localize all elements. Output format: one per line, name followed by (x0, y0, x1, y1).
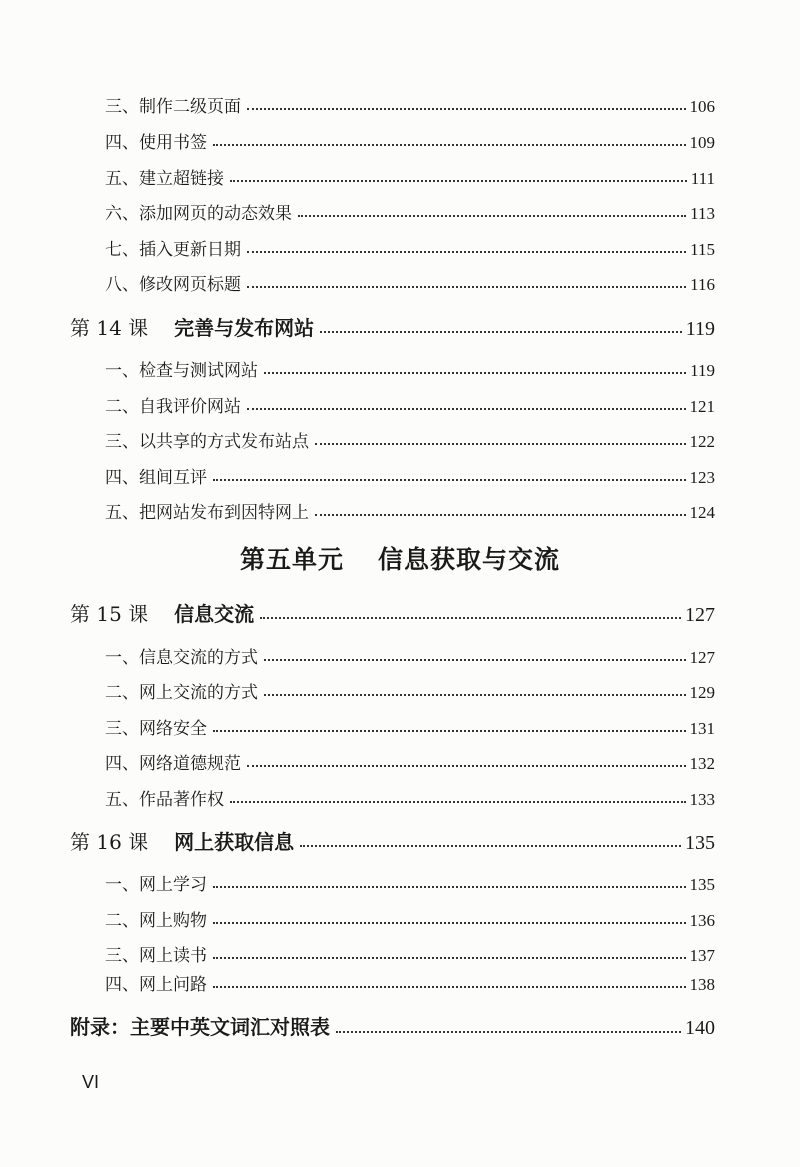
toc-entry (105, 749, 715, 774)
toc-entry-label: 二、自我评价网站 (105, 397, 241, 417)
lesson-name: 网上获取信息 (174, 830, 295, 854)
toc-entry (105, 356, 715, 381)
toc-entry (105, 427, 715, 452)
toc-entry-label: 二、网上交流的方式 (105, 683, 258, 703)
toc-entry-page: 132 (689, 754, 715, 773)
lesson-title (70, 826, 294, 855)
toc-entry-page: 113 (690, 204, 715, 223)
toc-entry-label: 一、检查与测试网站 (105, 361, 258, 381)
leader-dots (213, 886, 686, 888)
leader-dots (247, 251, 686, 253)
toc-entry-page: 106 (689, 97, 715, 116)
lesson-code: 第 16 课 (70, 830, 149, 854)
unit-heading (0, 540, 800, 576)
leader-dots (213, 730, 686, 732)
toc-entry-page: 133 (689, 790, 715, 809)
toc-entry (105, 906, 715, 931)
leader-dots (213, 144, 686, 146)
toc-entry (105, 392, 715, 417)
leader-dots (213, 986, 686, 988)
toc-entry-page: 137 (689, 946, 715, 965)
leader-dots (260, 617, 681, 619)
toc-entry (105, 643, 715, 668)
toc-entry-page: 131 (689, 719, 715, 738)
toc-entry-label: 四、使用书签 (105, 133, 207, 153)
toc-entry-label: 五、作品著作权 (105, 790, 224, 810)
toc-entry-page: 116 (690, 275, 715, 294)
lesson-page: 119 (685, 318, 715, 340)
lesson-15-heading (70, 598, 715, 627)
toc-entry-label: 五、建立超链接 (105, 169, 224, 189)
lesson-code: 第 15 课 (70, 602, 149, 626)
toc-entry-label: 二、网上购物 (105, 911, 207, 931)
toc-entry-page: 138 (689, 975, 715, 994)
toc-entry (105, 128, 715, 153)
toc-entry (105, 92, 715, 117)
toc-entry (105, 164, 715, 189)
lesson-14-heading (70, 312, 715, 341)
lesson-16-heading (70, 826, 715, 855)
toc-entry (105, 970, 715, 995)
appendix-label: 附录：主要中英文词汇对照表 (70, 1015, 330, 1039)
toc-entry (105, 270, 715, 295)
lesson-title (70, 598, 254, 627)
toc-entry-page: 123 (689, 468, 715, 487)
appendix-heading (70, 1011, 715, 1040)
toc-entry-page: 119 (690, 361, 715, 380)
lesson-page: 127 (685, 604, 715, 626)
toc-entry-page: 115 (690, 240, 715, 259)
leader-dots (264, 659, 686, 661)
unit-title: 信息获取与交流 (378, 545, 561, 574)
toc-entry (105, 498, 715, 523)
leader-dots (230, 180, 687, 182)
toc-entry-label: 四、网络道德规范 (105, 754, 241, 774)
toc-entry-label: 六、添加网页的动态效果 (105, 204, 292, 224)
leader-dots (213, 922, 686, 924)
lesson-name: 完善与发布网站 (174, 316, 315, 340)
appendix-page: 140 (685, 1017, 715, 1039)
toc-entry (105, 235, 715, 260)
page-number: VI (82, 1072, 100, 1092)
toc-entry-page: 136 (689, 911, 715, 930)
leader-dots (315, 443, 686, 445)
toc-entry-page: 129 (689, 683, 715, 702)
leader-dots (264, 372, 686, 374)
toc-entry-label: 四、网上问路 (105, 975, 207, 995)
toc-entry-page: 124 (689, 503, 715, 522)
toc-entry-label: 三、制作二级页面 (105, 97, 241, 117)
toc-entry-page: 111 (690, 169, 715, 188)
leader-dots (300, 845, 681, 847)
toc-entry (105, 870, 715, 895)
toc-entry-label: 一、信息交流的方式 (105, 648, 258, 668)
toc-entry (105, 199, 715, 224)
toc-entry-page: 135 (689, 875, 715, 894)
leader-dots (320, 331, 682, 333)
leader-dots (213, 957, 686, 959)
leader-dots (247, 286, 686, 288)
toc-entry-label: 四、组间互评 (105, 468, 207, 488)
toc-entry (105, 463, 715, 488)
toc-entry-label: 三、以共享的方式发布站点 (105, 432, 309, 452)
toc-entry (105, 714, 715, 739)
lesson-title (70, 312, 314, 341)
leader-dots (247, 108, 686, 110)
leader-dots (315, 514, 686, 516)
leader-dots (247, 765, 686, 767)
toc-entry-page: 109 (689, 133, 715, 152)
leader-dots (213, 479, 686, 481)
toc-entry-label: 一、网上学习 (105, 875, 207, 895)
toc-entry (105, 941, 715, 966)
lesson-page: 135 (685, 832, 715, 854)
leader-dots (336, 1031, 681, 1033)
leader-dots (230, 801, 686, 803)
toc-entry (105, 678, 715, 703)
toc-entry-label: 三、网络安全 (105, 719, 207, 739)
leader-dots (298, 215, 686, 217)
leader-dots (264, 694, 686, 696)
lesson-code: 第 14 课 (70, 316, 149, 340)
toc-entry (105, 785, 715, 810)
toc-entry-label: 五、把网站发布到因特网上 (105, 503, 309, 523)
toc-entry-label: 八、修改网页标题 (105, 275, 241, 295)
toc-entry-page: 121 (689, 397, 715, 416)
toc-entry-label: 三、网上读书 (105, 946, 207, 966)
leader-dots (247, 408, 686, 410)
unit-number: 第五单元 (239, 545, 344, 574)
lesson-name: 信息交流 (174, 602, 255, 626)
toc-entry-page: 122 (689, 432, 715, 451)
toc-entry-page: 127 (689, 648, 715, 667)
toc-entry-label: 七、插入更新日期 (105, 240, 241, 260)
